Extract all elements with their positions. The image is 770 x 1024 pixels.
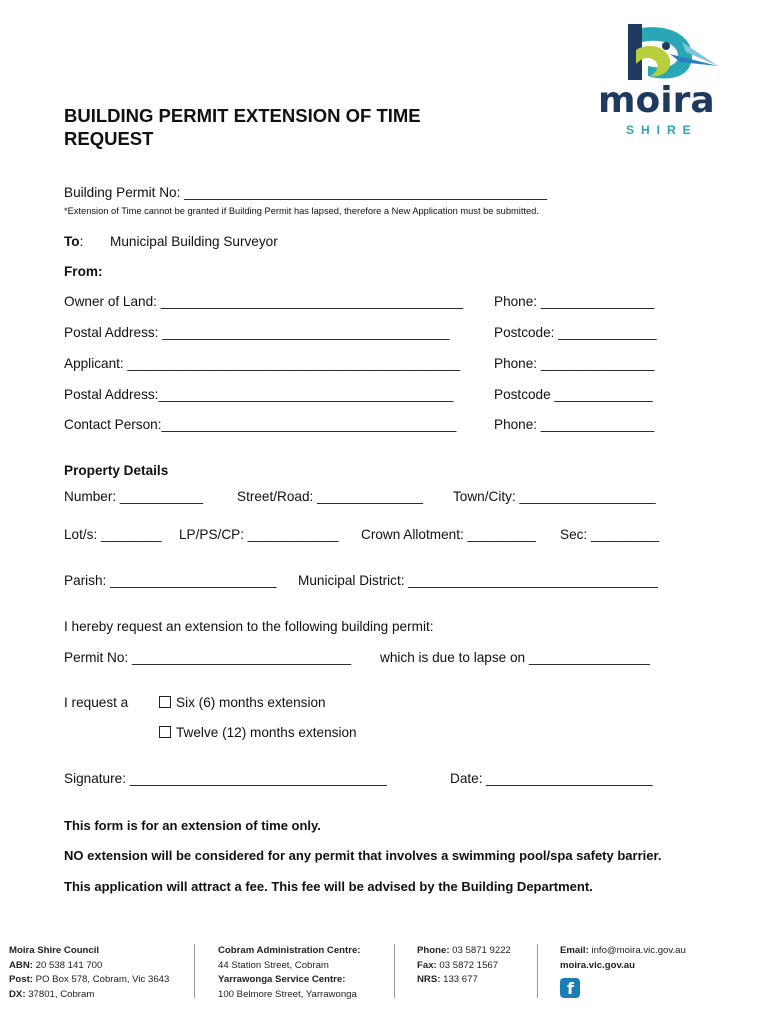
owner-of-land-field[interactable]: Owner of Land: ________________________________________ [64, 294, 464, 309]
logo-word: moira [598, 80, 715, 121]
contact-person-field[interactable]: Contact Person:_______________________________________ [64, 417, 457, 432]
number-field[interactable]: Number: ___________ [64, 489, 204, 504]
to-value: Municipal Building Surveyor [110, 234, 278, 249]
note-pool-barrier: NO extension will be considered for any permit that involves a swimming pool/spa safety barrier. [64, 848, 662, 863]
street-road-field[interactable]: Street/Road: ______________ [237, 489, 423, 504]
note-extension-only: This form is for an extension of time only. [64, 818, 321, 833]
lapse-note: *Extension of Time cannot be granted if Building Permit has lapsed, therefore a New Application must be submitted. [64, 206, 539, 216]
applicant-postcode-field[interactable]: Postcode _____________ [494, 387, 653, 402]
six-months-checkbox[interactable] [159, 696, 171, 708]
contact-phone-field[interactable]: Phone: _______________ [494, 417, 655, 432]
facebook-icon[interactable]: f [560, 978, 580, 998]
parish-field[interactable]: Parish: ______________________ [64, 573, 277, 588]
owner-phone-field[interactable]: Phone: _______________ [494, 294, 655, 309]
page-title: BUILDING PERMIT EXTENSION OF TIME REQUEST [64, 105, 421, 149]
applicant-postal-address-field[interactable]: Postal Address:_______________________________________ [64, 387, 454, 402]
footer-phone-details: Phone: 03 5871 9222 Fax: 03 5872 1567 NRS: 133 677 [417, 945, 511, 985]
six-months-option[interactable]: Six (6) months extension [159, 695, 326, 710]
footer-centres: Cobram Administration Centre: 44 Station Street, Cobram Yarrawonga Service Centre: 100 Belmore Street, Yarrawonga [218, 945, 361, 1000]
email-link[interactable]: info@moira.vic.gov.au [588, 945, 686, 956]
from-heading: From: [64, 264, 103, 279]
website-link[interactable]: moira.vic.gov.au [560, 959, 635, 971]
lp-ps-cp-field[interactable]: LP/PS/CP: ____________ [179, 527, 339, 542]
note-fee: This application will attract a fee. This fee will be advised by the Building Department. [64, 879, 593, 894]
municipal-district-field[interactable]: Municipal District: _________________________________ [298, 573, 658, 588]
date-field[interactable]: Date: ______________________ [450, 771, 653, 786]
applicant-phone-field[interactable]: Phone: _______________ [494, 356, 655, 371]
lots-field[interactable]: Lot/s: ________ [64, 527, 162, 542]
footer-divider [394, 944, 395, 998]
footer-divider [194, 944, 195, 998]
moira-shire-logo [596, 20, 736, 140]
lapse-date-field[interactable]: which is due to lapse on ________________ [380, 650, 650, 665]
owner-postal-address-field[interactable]: Postal Address: ______________________________________ [64, 325, 450, 340]
i-request-label: I request a [64, 695, 129, 710]
building-permit-no-label: Building Permit No: ________________________________________________ [64, 185, 548, 200]
sec-field[interactable]: Sec: _________ [560, 527, 660, 542]
town-city-field[interactable]: Town/City: __________________ [453, 489, 656, 504]
footer-council-details: Moira Shire Council ABN: 20 538 141 700 Post: PO Box 578, Cobram, Vic 3643 DX: 37801, Cobram [9, 945, 170, 1000]
permit-no-field[interactable]: Permit No: _____________________________ [64, 650, 352, 665]
footer-divider [537, 944, 538, 998]
applicant-field[interactable]: Applicant: ____________________________________________ [64, 356, 461, 371]
logo-subword: SHIRE [626, 123, 698, 137]
footer-contact: Email: info@moira.vic.gov.au moira.vic.gov.au [560, 945, 686, 971]
twelve-months-option[interactable]: Twelve (12) months extension [159, 725, 357, 740]
request-intro: I hereby request an extension to the following building permit: [64, 619, 434, 634]
to-label: To: [64, 234, 84, 249]
crown-allotment-field[interactable]: Crown Allotment: _________ [361, 527, 536, 542]
property-details-heading: Property Details [64, 463, 169, 478]
owner-postcode-field[interactable]: Postcode: _____________ [494, 325, 657, 340]
twelve-months-checkbox[interactable] [159, 726, 171, 738]
building-permit-no-field[interactable]: ________________________________________________ [184, 185, 548, 200]
signature-field[interactable]: Signature: __________________________________ [64, 771, 387, 786]
